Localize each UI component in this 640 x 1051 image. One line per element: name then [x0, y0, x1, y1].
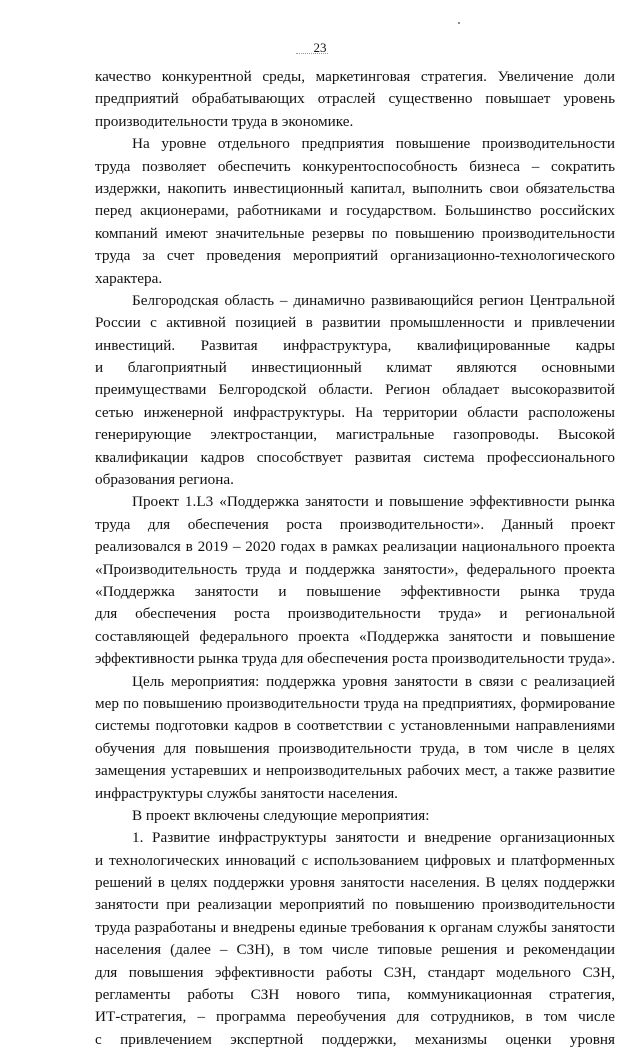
text-line: Белгородская область – динамично развивающийся регион Центральной — [132, 291, 615, 309]
paragraph — [95, 66, 615, 133]
text-line: Проект 1.L3 «Поддержка занятости и повышение эффективности рынка — [132, 493, 615, 511]
text-line: обучения для повышения производительности труда, в том числе в целях — [95, 739, 615, 757]
text-line: России с активной позицией в развитии промышленности и привлечении — [95, 314, 615, 332]
paragraph — [95, 827, 615, 1051]
text-line: составляющей федерального проекта «Поддержка занятости и повышение — [95, 627, 615, 645]
text-line: эффективности рынка труда для обеспечения роста производительности труда». — [95, 650, 615, 668]
text-line: компаний имеют значительные резервы по повышению производительности — [95, 224, 615, 242]
text-line: мер по повышению производительности труда на предприятиях, формирование — [95, 694, 615, 712]
text-line: реализовался в 2019 – 2020 годах в рамках реализации национального проекта — [95, 538, 615, 556]
page-number: 23 — [313, 40, 327, 55]
text-line: инвестиций. Развитая инфраструктура, квалифицированные кадры — [95, 336, 615, 354]
text-line: и технологических инноваций с использованием цифровых и платформенных — [95, 851, 615, 869]
paragraph — [95, 290, 615, 492]
text-line: населения (далее – СЗН), в том числе типовые решения и рекомендации — [95, 941, 615, 959]
scan-artifact — [296, 53, 328, 58]
text-line: качество конкурентной среды, маркетинговая стратегия. Увеличение доли — [95, 68, 615, 85]
text-line: издержки, накопить инвестиционный капитал, выполнить свои обязательства — [95, 179, 615, 197]
text-line: ИТ-стратегия, – программа переобучения для сотрудников, в том числе — [95, 1008, 615, 1026]
text-line: предприятий обрабатывающих отраслей существенно повышает уровень — [95, 90, 615, 108]
text-line: и благоприятный инвестиционный климат являются основными — [95, 359, 615, 377]
text-line: В проект включены следующие мероприятия: — [132, 806, 430, 824]
paragraph — [95, 491, 615, 670]
text-line: для обеспечения роста производительности труда» и региональной — [95, 605, 615, 623]
text-line: замещения устаревших и непроизводительных рабочих мест, а также развитие — [95, 762, 615, 780]
text-line: регламенты работы СЗН нового типа, коммуникационная стратегия, — [95, 986, 615, 1004]
text-line: решений в целях поддержки уровня занятости населения. В целях поддержки — [95, 874, 615, 892]
text-line: 1. Развитие инфраструктуры занятости и внедрение организационных — [132, 829, 615, 847]
text-line: характера. — [95, 269, 163, 287]
text-line: «Производительность труда и поддержка занятости», федерального проекта — [95, 560, 615, 578]
text-line: сетью инженерной инфраструктуры. На территории области расположены — [95, 403, 615, 421]
paragraph — [95, 133, 615, 290]
text-line: генерирующие электростанции, магистральные газопроводы. Высокой — [95, 426, 615, 444]
text-line: занятости при реализации мероприятий по повышению производительности — [95, 896, 615, 914]
text-line: перед акционерами, работниками и государством. Большинство российских — [95, 202, 615, 220]
text-line: труда для обеспечения роста производительности». Данный проект — [95, 515, 615, 533]
text-line: труда позволяет обеспечить конкурентоспособность бизнеса – сократить — [95, 157, 615, 175]
text-line: производительности труда в экономике. — [95, 112, 354, 130]
text-line: Цель мероприятия: поддержка уровня занятости в связи с реализацией — [132, 672, 615, 690]
text-line: преимуществами Белгородской области. Регион обладает высокоразвитой — [95, 381, 615, 399]
text-line: труда за счет проведения мероприятий организационно-технологического — [95, 247, 615, 265]
text-line: системы подготовки кадров в соответствии с установленными направлениями — [95, 717, 615, 735]
text-line: для повышения эффективности работы СЗН, стандарт модельного СЗН, — [95, 963, 615, 981]
text-line: «Поддержка занятости и повышение эффективности рынка труда — [95, 582, 615, 600]
scan-speck — [458, 22, 460, 24]
text-line: с привлечением экспертной поддержки, механизмы оценки уровня — [95, 1030, 615, 1048]
paragraph — [95, 671, 615, 805]
text-line: труда разработаны и внедрены единые требования к органам службы занятости — [95, 918, 615, 936]
body-text — [95, 66, 615, 1051]
text-line: На уровне отдельного предприятия повышение производительности — [132, 135, 615, 153]
text-line: образования региона. — [95, 471, 234, 489]
text-line: квалификации кадров способствует развитая система профессионального — [95, 448, 615, 466]
text-line: инфраструктуры службы занятости населения. — [95, 784, 398, 802]
paragraph — [95, 805, 615, 827]
